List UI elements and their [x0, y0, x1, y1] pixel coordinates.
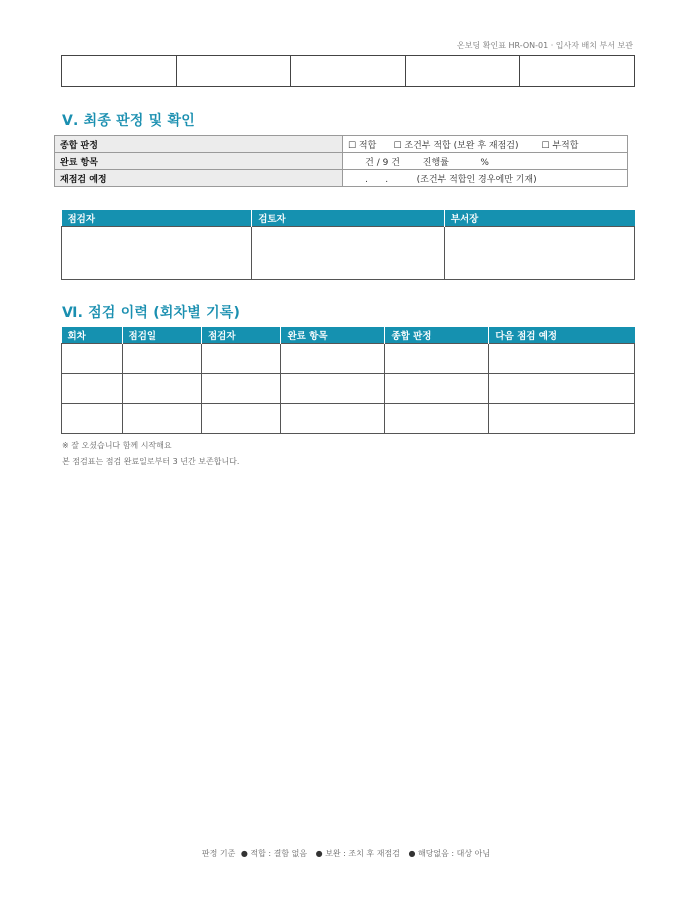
table-cell[interactable] [281, 344, 385, 374]
recheck-schedule-value: . . (조건부 적합인 경우에만 기재) [343, 170, 628, 187]
table-cell[interactable] [122, 374, 201, 404]
table-cell[interactable] [281, 374, 385, 404]
welcome-note: ※ 잘 오셨습니다 함께 시작해요 [62, 441, 172, 450]
table-cell[interactable] [281, 404, 385, 434]
table-cell[interactable] [489, 344, 635, 374]
table-cell [406, 56, 521, 86]
table-cell[interactable] [385, 374, 489, 404]
table-row [55, 153, 628, 170]
completed-items-value: 건 / 9 건 진행률 % [343, 153, 628, 170]
table-row [62, 404, 635, 434]
retention-note: 본 점검표는 점검 완료일로부터 3 년간 보존합니다. [62, 457, 240, 466]
table-row [55, 170, 628, 187]
department-head-header: 부서장 [444, 210, 634, 227]
overall-judgement-header: 종합 판정 [385, 327, 489, 344]
completed-items-label: 완료 항목 [55, 153, 343, 170]
table-cell [291, 56, 406, 86]
continued-table-row [61, 55, 635, 87]
document-reference: 온보딩 확인표 HR-ON-01 · 입사자 배치 부서 보관 [457, 41, 633, 50]
overall-judgement-options: ☐ 적합 ☐ 조건부 적합 (보완 후 재점검) ☐ 부적합 [343, 136, 628, 153]
overall-judgement-label: 종합 판정 [55, 136, 343, 153]
table-cell[interactable] [202, 344, 281, 374]
inspection-date-header: 점검일 [122, 327, 201, 344]
table-cell[interactable] [489, 374, 635, 404]
legend-item-na: 해당없음 : 대상 아님 [417, 849, 491, 858]
table-row [62, 344, 635, 374]
inspector-signature-cell[interactable] [62, 227, 252, 280]
table-row [62, 374, 635, 404]
table-row [55, 136, 628, 153]
recheck-schedule-label: 재점검 예정 [55, 170, 343, 187]
legend-item-pass: 적합 : 결함 없음 [250, 849, 308, 858]
reviewer-header: 검토자 [252, 210, 445, 227]
legend-prefix: 판정 기준 [201, 849, 236, 858]
round-header: 회차 [62, 327, 123, 344]
table-cell[interactable] [489, 404, 635, 434]
table-cell[interactable] [385, 404, 489, 434]
department-head-signature-cell[interactable] [444, 227, 634, 280]
table-cell[interactable] [385, 344, 489, 374]
final-judgement-table [54, 135, 628, 187]
bullet-icon: ● [315, 849, 323, 858]
reviewer-signature-cell[interactable] [252, 227, 445, 280]
inspector-header: 점검자 [62, 210, 252, 227]
table-cell [62, 56, 177, 86]
table-cell[interactable] [202, 374, 281, 404]
legend-item-remediate: 보완 : 조치 후 재점검 [325, 849, 400, 858]
section-5-title: Ⅴ. 최종 판정 및 확인 [62, 113, 195, 129]
section-6-title: Ⅵ. 점검 이력 (회차별 기록) [62, 305, 241, 321]
table-cell[interactable] [122, 404, 201, 434]
signature-row [62, 227, 635, 280]
inspector-header: 점검자 [202, 327, 281, 344]
inspection-history-table [61, 327, 635, 434]
judgement-legend [0, 848, 695, 859]
next-inspection-header: 다음 점검 예정 [489, 327, 635, 344]
completed-items-header: 완료 항목 [281, 327, 385, 344]
table-cell [177, 56, 292, 86]
table-cell[interactable] [62, 344, 123, 374]
bullet-icon: ● [408, 849, 416, 858]
table-cell [520, 56, 634, 86]
signature-table [61, 210, 635, 280]
table-cell[interactable] [202, 404, 281, 434]
bullet-icon: ● [240, 849, 248, 858]
table-cell[interactable] [62, 374, 123, 404]
table-cell[interactable] [62, 404, 123, 434]
table-cell[interactable] [122, 344, 201, 374]
